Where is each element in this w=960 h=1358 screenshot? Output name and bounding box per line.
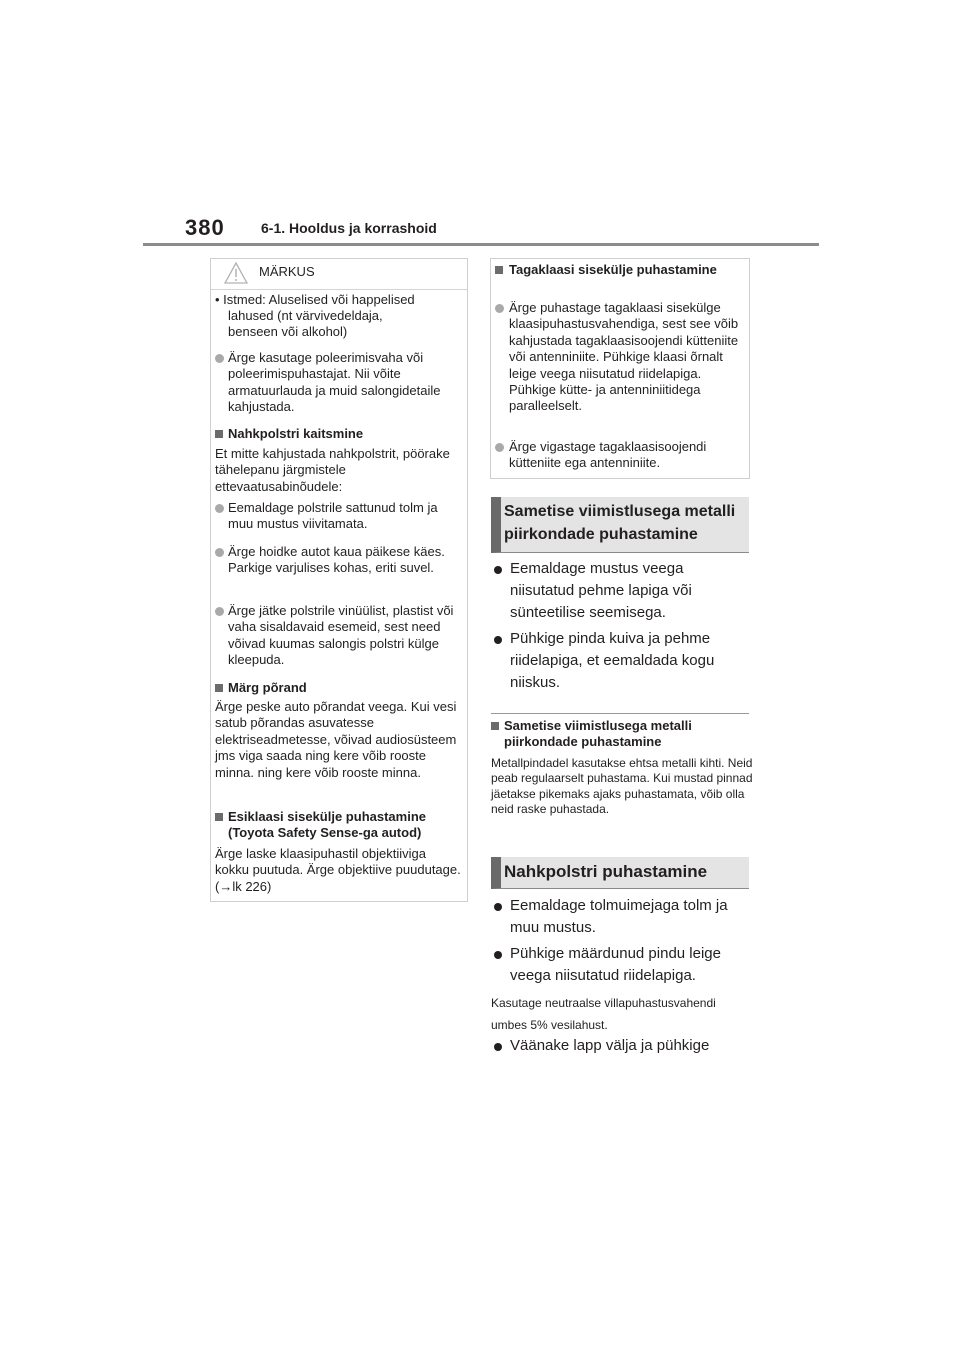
square-bullet-icon [215, 684, 223, 692]
note-seat-warning-cont2: benseen või alkohol) [228, 324, 348, 339]
bullet-icon [494, 636, 502, 644]
leather-item-wring: Väänake lapp välja ja pühkige [510, 1037, 710, 1054]
bullet-icon [494, 903, 502, 911]
bullet-icon [494, 566, 502, 574]
metal-sub-heading: Sametise viimistlusega metalli piirkondade puhastamine [504, 718, 692, 749]
rear-window-item-cleaner: Ärge puhastage tagaklaasi sisekülge klaasipuhastusvahendiga, sest see võib kahjustada tagaklaasisoojendi kütteniite või antenniniite. Pühkige klaasi õrnalt leige veega niisutatud riidelapiga. Pühkige kütte- ja antenniniitidega paralleelselt. [509, 300, 739, 414]
rear-window-heading: Tagaklaasi sisekülje puhastamine [509, 262, 717, 277]
square-bullet-icon [495, 266, 503, 274]
bullet-icon [215, 354, 224, 363]
square-bullet-icon [215, 430, 223, 438]
note-title: MÄRKUS [259, 264, 315, 279]
note-polish-warning: Ärge kasutage poleerimisvaha või poleerimispuhastajat. Nii võite armatuurlauda ja muid salongidetaile kahjustada. [228, 350, 441, 415]
windshield-text: Ärge laske klaasipuhastil objektiiviga kokku puutuda. Ärge objektiive puudutage. (→lk 226) [215, 846, 461, 894]
leather-protect-heading: Nahkpolstri kaitsmine [228, 426, 364, 441]
square-bullet-icon [215, 813, 223, 821]
note-seat-warning-cont: lahused (nt värvivedeldaja, [228, 308, 383, 323]
leather-item-vacuum: Eemaldage tolmuimejaga tolm ja muu mustus. [510, 897, 728, 936]
section-title: 6-1. Hooldus ja korrashoid [261, 220, 437, 236]
bullet-icon [494, 1043, 502, 1051]
metal-heading-line1: Sametise viimistlusega metalli [504, 503, 736, 520]
leather-protect-intro: Et mitte kahjustada nahkpolstrit, pöörake tähelepanu järgmistele ettevaatusabinõudele: [215, 446, 450, 494]
note-divider [211, 289, 467, 290]
square-bullet-icon [491, 722, 499, 730]
metal-sub-text: Metallpindadel kasutakse ehtsa metalli kihti. Neid peab regulaarselt puhastama. Kui mustad pinnad jäetakse pikemaks ajaks puhastamata, võib olla neid raske puhastada. [491, 756, 753, 817]
metal-item-dry: Pühkige pinda kuiva ja pehme riidelapiga, et eemaldada kogu niiskus. [510, 630, 715, 691]
warning-icon [224, 262, 248, 284]
leather-heading-text: Nahkpolstri puhastamine [504, 862, 708, 881]
wet-floor-text: Ärge peske auto põrandat veega. Kui vesi satub põrandas asuvatesse elektriseadmetesse, võivad audiosüsteem jms viga saada ning kere võib rooste minna. ning kere võib rooste minna. [215, 699, 457, 780]
metal-item-wipe: Eemaldage mustus veega niisutatud pehme lapiga või sünteetilise seemisega. [510, 560, 692, 621]
bullet-icon [495, 304, 504, 313]
header-divider [143, 243, 819, 246]
leather-item-sun: Ärge hoidke autot kaua päikese käes. Parkige varjulises kohas, eriti suvel. [228, 544, 445, 576]
bullet-icon [215, 607, 224, 616]
metal-heading-line2: piirkondade puhastamine [504, 526, 698, 543]
subsection-divider [491, 713, 749, 714]
leather-detergent-note: Kasutage neutraalse villapuhastusvahendi umbes 5% vesilahust. [491, 996, 716, 1032]
note-seat-warning: • Istmed: Aluselised või happelised [215, 292, 415, 307]
leather-item-dust: Eemaldage polstrile sattunud tolm ja muu mustus viivitamata. [228, 500, 438, 532]
windshield-heading: Esiklaasi sisekülje puhastamine (Toyota Safety Sense-ga autod) [228, 809, 426, 841]
page-number: 380 [185, 215, 225, 240]
leather-item-wipe: Pühkige määrdunud pindu leige veega niisutatud riidelapiga. [510, 945, 721, 984]
bullet-icon [215, 504, 224, 513]
rear-window-item-damage: Ärge vigastage tagaklaasisoojendi kütteniite ega antenniniite. [509, 439, 707, 471]
leather-section-heading [491, 857, 749, 889]
bullet-icon [494, 951, 502, 959]
bullet-icon [495, 443, 504, 452]
bullet-icon [215, 548, 224, 557]
wet-floor-heading: Märg põrand [228, 680, 307, 695]
metal-section-heading [491, 497, 749, 553]
leather-item-vinyl: Ärge jätke polstrile vinüülist, plastist või vaha sisaldavaid esemeid, sest need võivad kuumas salongis polstri külge kleepuda. [228, 603, 454, 668]
